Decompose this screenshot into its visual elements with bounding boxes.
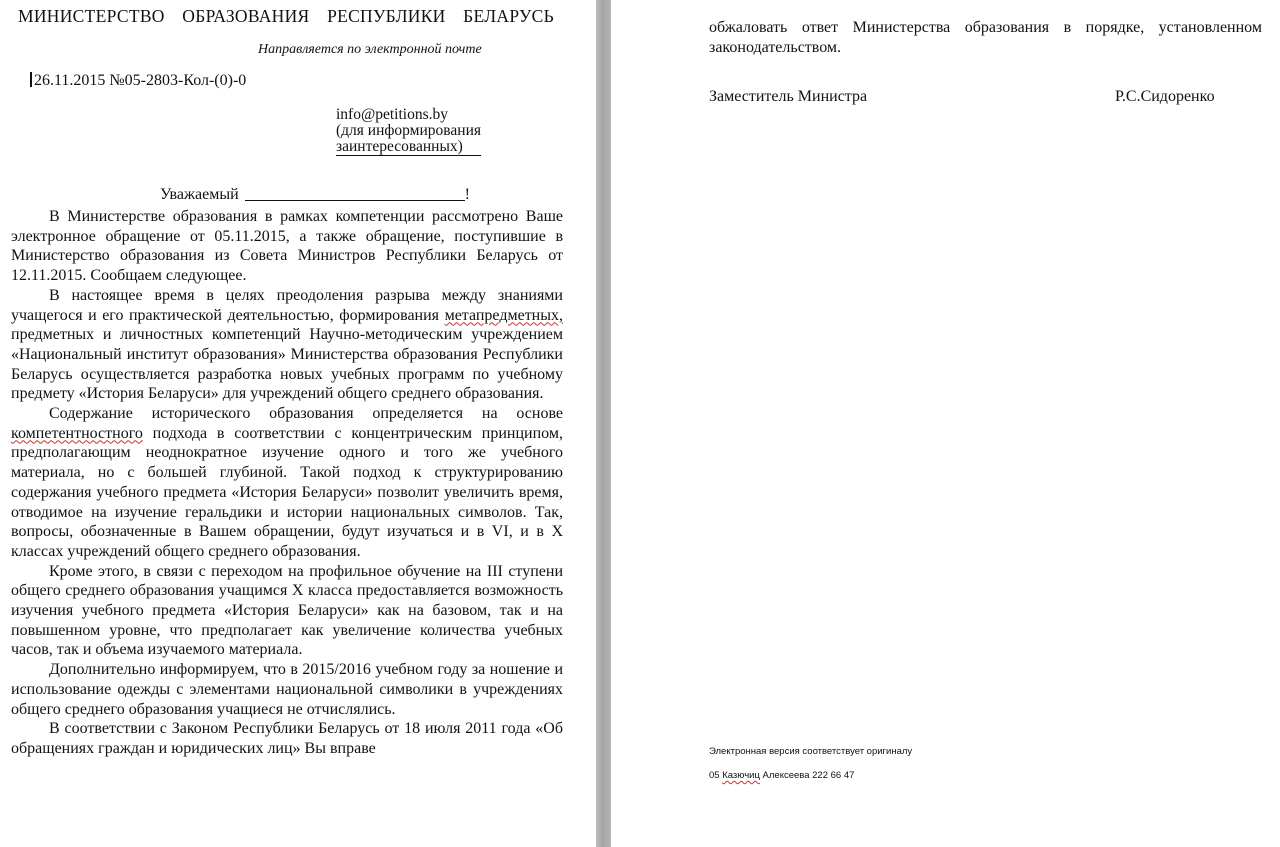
executor-contact: Алексеева 222 66 47	[759, 770, 855, 781]
paragraph-3	[11, 404, 563, 562]
document-page-right	[611, 0, 1280, 847]
registration-number	[30, 72, 246, 90]
greeting	[160, 186, 470, 204]
addressee-note-line1: (для информирования	[336, 122, 482, 139]
signatory-name: Р.С.Сидоренко	[1115, 88, 1215, 105]
spellcheck-flagged-word: Казючиц	[722, 770, 760, 781]
ministry-header	[18, 6, 554, 27]
electronic-version-note: Электронная версия соответствует оригиналу	[709, 746, 913, 757]
paragraph-2	[11, 286, 563, 404]
paragraph-5: Дополнительно информируем, что в 2015/2016 учебном году за ношение и использование одежды с элементами национальной символики в учреждениях общего среднего образования учащиеся не отчислялись.	[11, 661, 563, 718]
executor-code: 05	[709, 770, 723, 781]
ministry-word: БЕЛАРУСЬ	[463, 6, 554, 26]
paragraph-4: Кроме этого, в связи с переходом на профильное обучение на III ступени общего среднего образования учащимся X класса предоставляется возможность изучения учебного предмета «История Беларуси» как на базовом, так и на повышенном уровне, что предполагает как увеличение количества учебных часов, так и объема изучаемого материала.	[11, 562, 563, 659]
spellcheck-flagged-word: компетентностного	[11, 424, 143, 442]
sent-via-note: Направляется по электронной почте	[258, 42, 482, 57]
letter-body	[11, 207, 563, 759]
paragraph-1: В Министерстве образования в рамках компетенции рассмотрено Ваше электронное обращение от 05.11.2015, а также обращение, поступившие в Министерство образования из Совета Министров Республики Беларусь от 12.11.2015. Сообщаем следующее.	[11, 208, 563, 285]
addressee-note-line2-text: заинтересованных)	[336, 138, 463, 155]
ministry-word: РЕСПУБЛИКИ	[327, 6, 446, 26]
continuation-paragraph: обжаловать ответ Министерства образования в порядке, установленном законодательством.	[709, 19, 1262, 56]
signatory-position: Заместитель Министра	[709, 88, 868, 105]
spellcheck-flagged-word: метапредметных,	[444, 306, 563, 324]
addressee-note-line2	[336, 139, 481, 156]
paragraph-6: В соответствии с Законом Республики Беларусь от 18 июля 2011 года «Об обращениях граждан и юридических лиц» Вы вправе	[11, 720, 563, 757]
ministry-word: ОБРАЗОВАНИЯ	[182, 6, 310, 26]
page-gutter	[596, 0, 611, 847]
ministry-word: МИНИСТЕРСТВО	[18, 6, 165, 26]
paragraph-2-text-a: В настоящее время в целях преодоления разрыва между знаниями учащегося и его практической деятельностью, формирования	[11, 286, 563, 324]
paragraph-3-text-b: подхода в соответствии с концентрическим принципом, предполагающим неоднократное изучение одного и того же учебного материала, но с большей глубиной. Такой подход к структурированию содержания учебного предмета «История Беларуси» позволит увеличить время, отводимое на изучение геральдики и истории национальных символов. Так, вопросы, обозначенные в Вашем обращении, будут изучаться и в VI, и в X классах учреждений общего среднего образования.	[11, 424, 563, 560]
exclamation-mark: !	[464, 186, 470, 203]
salutation: Уважаемый	[160, 186, 239, 203]
paragraph-3-text-a: Содержание исторического образования определяется на основе	[49, 405, 563, 423]
addressee-block	[336, 107, 481, 156]
paragraph-2-text-b: предметных и личностных компетенций Научно-методическим учреждением «Национальный институт образования» Министерства образования Республики Беларусь осуществляется разработка новых учебных программ по учебному предмету «История Беларуси» для учреждений общего среднего образования.	[11, 326, 563, 403]
text-cursor	[30, 72, 32, 87]
registration-number-text: 26.11.2015 №05-2803-Кол-(0)-0	[34, 72, 247, 89]
executor-info	[709, 770, 854, 781]
document-page-left	[0, 0, 596, 847]
continuation-text	[709, 18, 1262, 57]
name-blank-line	[245, 200, 465, 201]
addressee-email[interactable]: info@petitions.by	[336, 106, 449, 123]
